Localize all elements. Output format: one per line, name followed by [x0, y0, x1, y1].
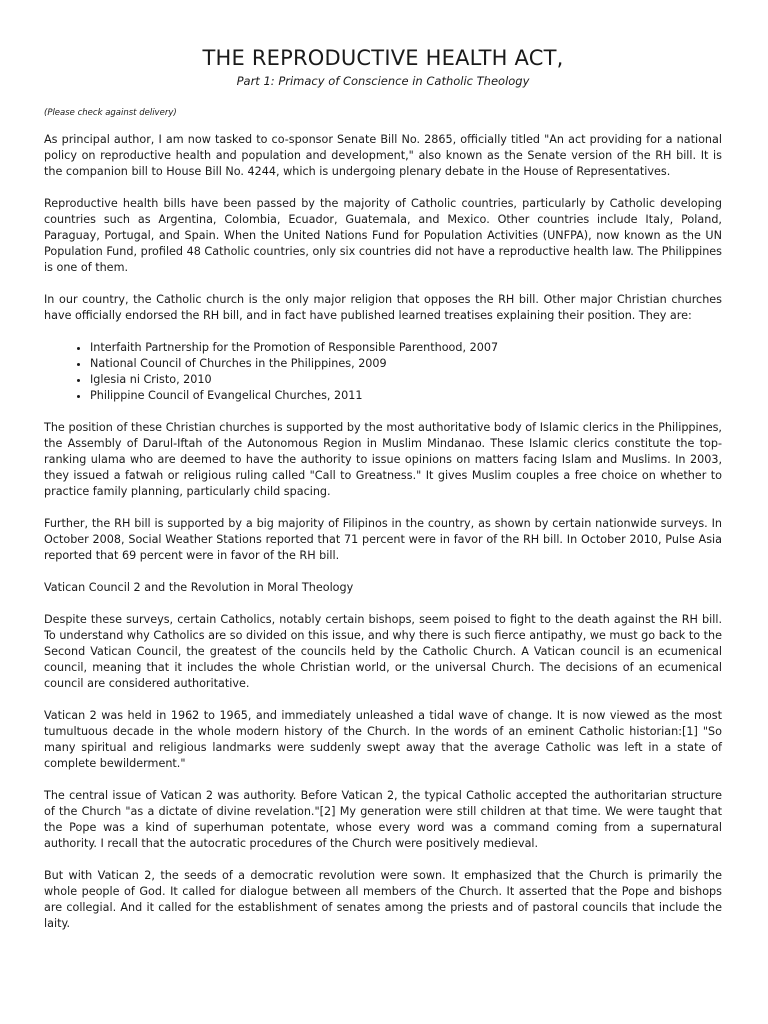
- paragraph: Reproductive health bills have been passed by the majority of Catholic countries, particularly by Catholic developing countries such as Argentina, Colombia, Ecuador, Guatemala, and Mexico. Other countries include Italy, Poland, Paraguay, Portugal, and Spain. When the United Nations Fund for Population Activities (UNFPA), now known as the UN Population Fund, profiled 48 Catholic countries, only six countries did not have a reproductive health law. The Philippines is one of them.: [44, 197, 722, 274]
- church-list: [44, 340, 722, 404]
- list-item: • National Council of Churches in the Philippines, 2009: [90, 356, 722, 372]
- list-item: • Iglesia ni Cristo, 2010: [90, 372, 722, 388]
- paragraph: The position of these Christian churches is supported by the most authoritative body of Islamic clerics in the Philippines, the Assembly of Darul-Iftah of the Autonomous Region in Muslim Mindanao. These Islamic clerics constitute the top-ranking ulama who are deemed to have the authority to issue opinions on matters facing Islam and Muslims. In 2003, they issued a fatwah or religious ruling called "Call to Greatness." It gives Muslim couples a free choice on whether to practice family planning, particularly child spacing.: [44, 421, 722, 498]
- delivery-note: (Please check against delivery): [44, 108, 177, 118]
- paragraph: Further, the RH bill is supported by a big majority of Filipinos in the country, as shown by certain nationwide surveys. In October 2008, Social Weather Stations reported that 71 percent were in favor of the RH bill. In October 2010, Pulse Asia reported that 69 percent were in favor of the RH bill.: [44, 517, 722, 562]
- document-subtitle: Part 1: Primacy of Conscience in Catholic Theology: [236, 74, 530, 88]
- section-heading: Vatican Council 2 and the Revolution in Moral Theology: [44, 581, 354, 594]
- list-item: • Interfaith Partnership for the Promotion of Responsible Parenthood, 2007: [90, 340, 722, 356]
- list-item: • Philippine Council of Evangelical Churches, 2011: [90, 388, 722, 404]
- document-body: [44, 132, 722, 932]
- paragraph: But with Vatican 2, the seeds of a democratic revolution were sown. It emphasized that the Church is primarily the whole people of God. It called for dialogue between all members of the Church. It asserted that the Pope and bishops are collegial. And it called for the establishment of senates among the priests and of pastoral councils that include the laity.: [44, 869, 722, 930]
- paragraph: Despite these surveys, certain Catholics, notably certain bishops, seem poised to fight to the death against the RH bill. To understand why Catholics are so divided on this issue, and why there is such fierce antipathy, we must go back to the Second Vatican Council, the greatest of the councils held by the Catholic Church. A Vatican council is an ecumenical council, meaning that it includes the whole Christian world, or the universal Church. The decisions of an ecumenical council are considered authoritative.: [44, 613, 722, 690]
- paragraph: In our country, the Catholic church is the only major religion that opposes the RH bill. Other major Christian churches have officially endorsed the RH bill, and in fact have published learned treatises explaining their position. They are:: [44, 293, 722, 322]
- document-page: [44, 46, 722, 948]
- paragraph: The central issue of Vatican 2 was authority. Before Vatican 2, the typical Catholic accepted the authoritarian structure of the Church "as a dictate of divine revelation."[2] My generation were still children at that time. We were taught that the Pope was a kind of superhuman potentate, whose every word was a command coming from a supernatural authority. I recall that the autocratic procedures of the Church were positively medieval.: [44, 789, 722, 850]
- paragraph: Vatican 2 was held in 1962 to 1965, and immediately unleashed a tidal wave of change. It is now viewed as the most tumultuous decade in the whole modern history of the Church. In the words of an eminent Catholic historian:[1] "So many spiritual and religious landmarks were suddenly swept away that the average Catholic was left in a state of complete bewilderment.": [44, 709, 722, 770]
- paragraph: As principal author, I am now tasked to co-sponsor Senate Bill No. 2865, officially titled "An act providing for a national policy on reproductive health and population and development," also known as the Senate version of the RH bill. It is the companion bill to House Bill No. 4244, which is undergoing plenary debate in the House of Representatives.: [44, 133, 722, 178]
- document-title: THE REPRODUCTIVE HEALTH ACT,: [202, 46, 564, 70]
